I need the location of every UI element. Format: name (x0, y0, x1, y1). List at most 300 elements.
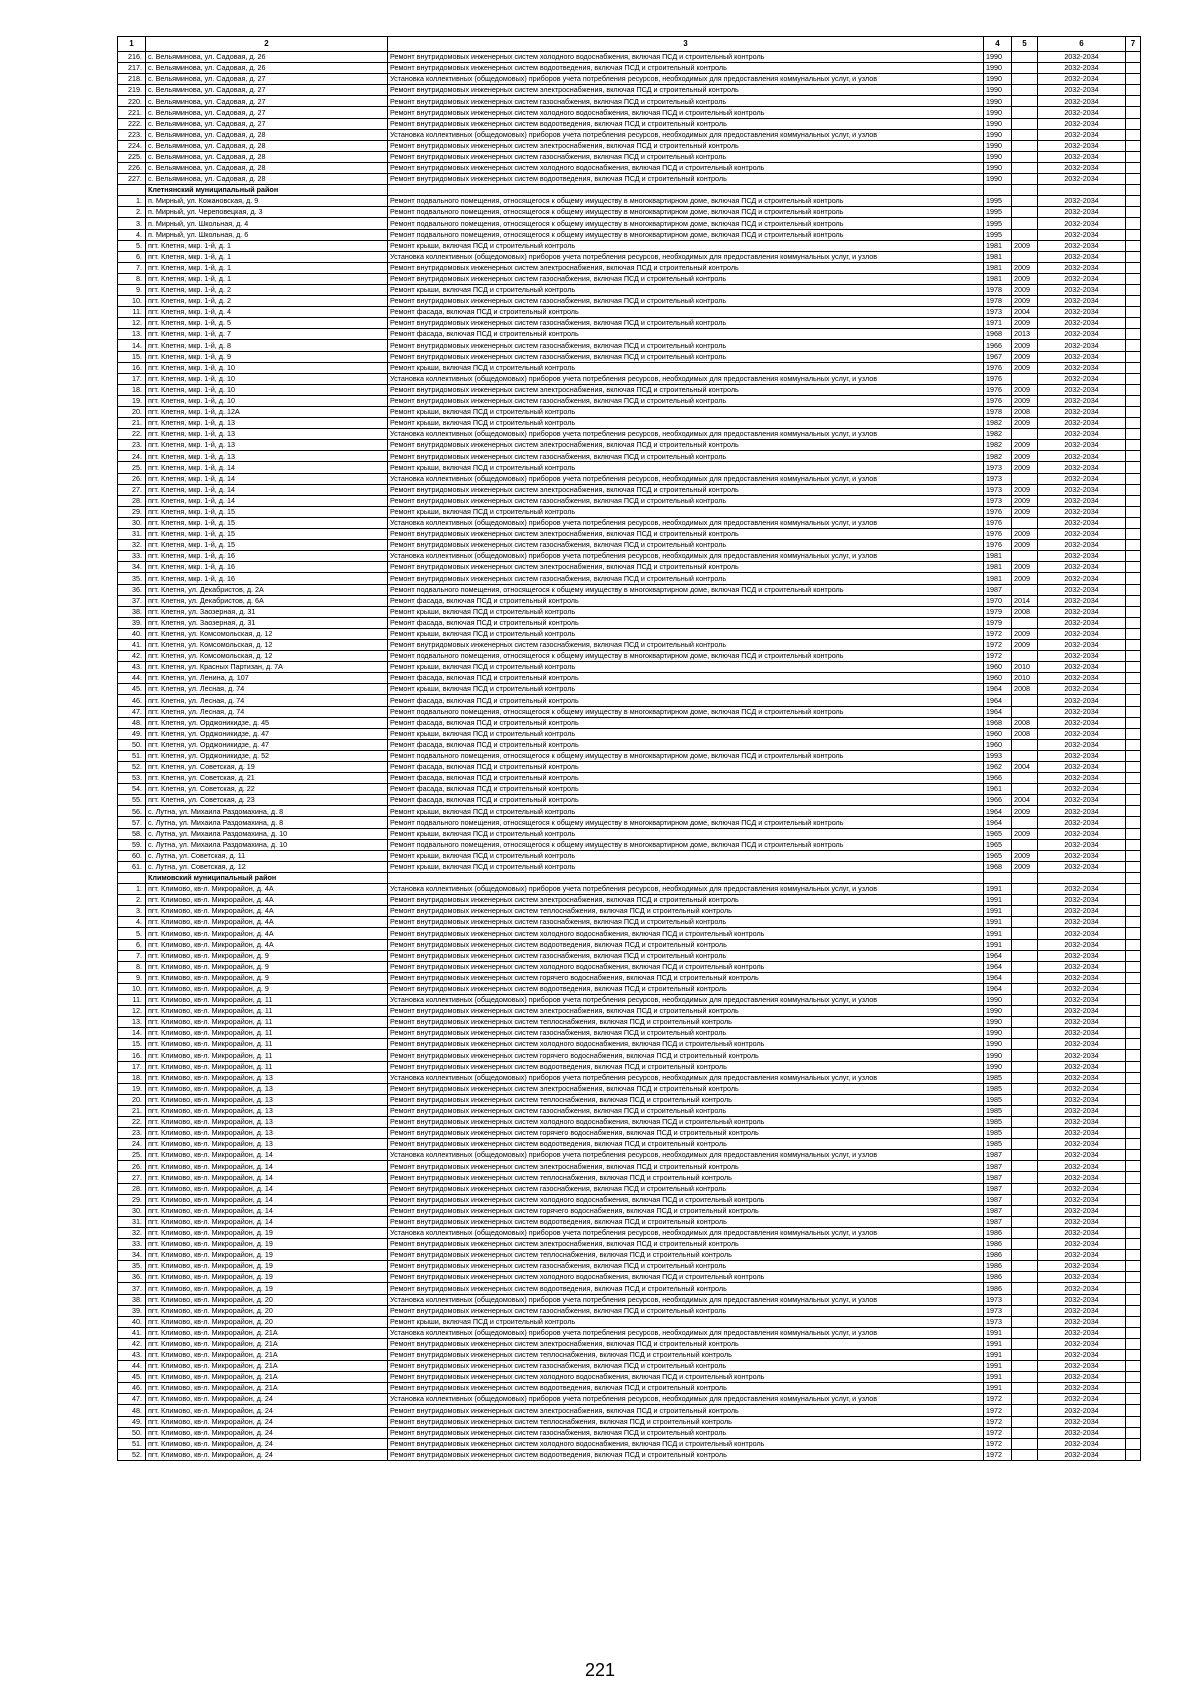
table-row (118, 750, 1141, 761)
row-number-cell: 225. (118, 151, 146, 162)
table-row (118, 1028, 1141, 1039)
planned-period-cell: 2032-2034 (1038, 429, 1126, 440)
build-year-cell: 1990 (984, 994, 1012, 1005)
last-repair-year-cell (1012, 1349, 1038, 1360)
work-type-cell: Установка коллективных (общедомовых) приборов учета потребления ресурсов, необходимых для предоставления коммунальных услуг, и узлов (388, 1150, 984, 1161)
address-cell: пгт. Клетня, ул. Советская, д. 22 (146, 784, 388, 795)
address-cell: пгт. Клетня, мкр. 1-й, д. 15 (146, 540, 388, 551)
work-type-cell: Ремонт крыши, включая ПСД и строительный контроль (388, 606, 984, 617)
last-repair-year-cell (1012, 1072, 1038, 1083)
work-type-cell: Ремонт фасада, включая ПСД и строительный контроль (388, 329, 984, 340)
extra-cell (1126, 1449, 1141, 1460)
build-year-cell: 1972 (984, 1394, 1012, 1405)
last-repair-year-cell (1012, 739, 1038, 750)
address-cell: с. Вельяминова, ул. Садовая, д. 28 (146, 140, 388, 151)
build-year-cell: 1995 (984, 229, 1012, 240)
work-type-cell: Ремонт внутридомовых инженерных систем газоснабжения, включая ПСД и строительный контроль (388, 573, 984, 584)
table-row (118, 1349, 1141, 1360)
build-year-cell: 1991 (984, 1372, 1012, 1383)
extra-cell (1126, 162, 1141, 173)
row-number-cell: 5. (118, 240, 146, 251)
planned-period-cell: 2032-2034 (1038, 773, 1126, 784)
address-cell: с. Лутна, ул. Михаила Раздомахина, д. 10 (146, 828, 388, 839)
address-cell: пгт. Клетня, ул. Декабристов, д. 6А (146, 595, 388, 606)
table-row (118, 950, 1141, 961)
extra-cell (1126, 551, 1141, 562)
row-number-cell: 38. (118, 1294, 146, 1305)
address-cell: с. Вельяминова, ул. Садовая, д. 28 (146, 129, 388, 140)
address-cell: пгт. Клетня, мкр. 1-й, д. 10 (146, 384, 388, 395)
work-type-cell: Ремонт фасада, включая ПСД и строительный контроль (388, 784, 984, 795)
last-repair-year-cell: 2009 (1012, 495, 1038, 506)
extra-cell (1126, 906, 1141, 917)
extra-cell (1126, 118, 1141, 129)
address-cell: пгт. Клетня, мкр. 1-й, д. 15 (146, 529, 388, 540)
address-cell: пгт. Климово, кв-л. Микрорайон, д. 24 (146, 1427, 388, 1438)
extra-cell (1126, 407, 1141, 418)
last-repair-year-cell: 2009 (1012, 861, 1038, 872)
row-number-cell: 16. (118, 1050, 146, 1061)
extra-cell (1126, 1294, 1141, 1305)
extra-cell (1126, 1117, 1141, 1128)
last-repair-year-cell: 2009 (1012, 262, 1038, 273)
table-row (118, 362, 1141, 373)
extra-cell (1126, 1427, 1141, 1438)
address-cell: пгт. Климово, кв-л. Микрорайон, д. 9 (146, 983, 388, 994)
row-number-cell: 43. (118, 1349, 146, 1360)
address-cell: пгт. Клетня, ул. Советская, д. 19 (146, 762, 388, 773)
extra-cell (1126, 451, 1141, 462)
work-type-cell: Установка коллективных (общедомовых) приборов учета потребления ресурсов, необходимых для предоставления коммунальных услуг, и узлов (388, 1327, 984, 1338)
row-number-cell: 30. (118, 517, 146, 528)
table-row (118, 495, 1141, 506)
work-type-cell: Ремонт внутридомовых инженерных систем холодного водоснабжения, включая ПСД и строительный контроль (388, 162, 984, 173)
planned-period-cell: 2032-2034 (1038, 85, 1126, 96)
last-repair-year-cell: 2009 (1012, 418, 1038, 429)
planned-period-cell: 2032-2034 (1038, 1327, 1126, 1338)
work-type-cell: Ремонт внутридомовых инженерных систем водоотведения, включая ПСД и строительный контроль (388, 1283, 984, 1294)
row-number-cell: 45. (118, 1372, 146, 1383)
extra-cell (1126, 129, 1141, 140)
work-type-cell: Установка коллективных (общедомовых) приборов учета потребления ресурсов, необходимых для предоставления коммунальных услуг, и узлов (388, 551, 984, 562)
planned-period-cell: 2032-2034 (1038, 384, 1126, 395)
section-header-row (118, 872, 1141, 883)
last-repair-year-cell (1012, 1338, 1038, 1349)
address-cell: пгт. Клетня, мкр. 1-й, д. 1 (146, 273, 388, 284)
table-row (118, 1294, 1141, 1305)
row-number-cell: 34. (118, 1250, 146, 1261)
row-number-cell: 22. (118, 1117, 146, 1128)
planned-period-cell: 2032-2034 (1038, 1438, 1126, 1449)
table-row (118, 628, 1141, 639)
work-type-cell: Ремонт внутридомовых инженерных систем газоснабжения, включая ПСД и строительный контроль (388, 96, 984, 107)
row-number-cell: 25. (118, 1150, 146, 1161)
extra-cell (1126, 1216, 1141, 1227)
row-number-cell: 17. (118, 1061, 146, 1072)
planned-period-cell: 2032-2034 (1038, 473, 1126, 484)
last-repair-year-cell (1012, 784, 1038, 795)
row-number-cell: 9. (118, 972, 146, 983)
address-cell: пгт. Климово, кв-л. Микрорайон, д. 14 (146, 1194, 388, 1205)
table-row (118, 739, 1141, 750)
table-row (118, 961, 1141, 972)
planned-period-cell: 2032-2034 (1038, 983, 1126, 994)
row-number-cell: 50. (118, 739, 146, 750)
build-year-cell: 1986 (984, 1283, 1012, 1294)
last-repair-year-cell (1012, 1172, 1038, 1183)
address-cell: пгт. Клетня, мкр. 1-й, д. 8 (146, 340, 388, 351)
last-repair-year-cell (1012, 1250, 1038, 1261)
row-number-cell: 21. (118, 1105, 146, 1116)
extra-cell (1126, 983, 1141, 994)
header-col-2: 2 (146, 37, 388, 52)
work-type-cell: Установка коллективных (общедомовых) приборов учета потребления ресурсов, необходимых для предоставления коммунальных услуг, и узлов (388, 429, 984, 440)
address-cell: пгт. Климово, кв-л. Микрорайон, д. 13 (146, 1139, 388, 1150)
extra-cell (1126, 673, 1141, 684)
row-number-cell: 7. (118, 262, 146, 273)
extra-cell (1126, 429, 1141, 440)
last-repair-year-cell (1012, 218, 1038, 229)
build-year-cell: 1978 (984, 284, 1012, 295)
row-number-cell: 32. (118, 540, 146, 551)
address-cell: пгт. Климово, кв-л. Микрорайон, д. 14 (146, 1150, 388, 1161)
address-cell: с. Вельяминова, ул. Садовая, д. 26 (146, 63, 388, 74)
work-type-cell: Ремонт внутридомовых инженерных систем газоснабжения, включая ПСД и строительный контроль (388, 540, 984, 551)
last-repair-year-cell: 2009 (1012, 318, 1038, 329)
last-repair-year-cell (1012, 251, 1038, 262)
planned-period-cell: 2032-2034 (1038, 129, 1126, 140)
last-repair-year-cell: 2009 (1012, 462, 1038, 473)
planned-period-cell: 2032-2034 (1038, 651, 1126, 662)
planned-period-cell: 2032-2034 (1038, 329, 1126, 340)
address-cell: пгт. Клетня, ул. Орджоникидзе, д. 45 (146, 717, 388, 728)
last-repair-year-cell (1012, 1039, 1038, 1050)
work-type-cell: Ремонт крыши, включая ПСД и строительный контроль (388, 861, 984, 872)
last-repair-year-cell (1012, 1361, 1038, 1372)
planned-period-cell: 2032-2034 (1038, 972, 1126, 983)
table-row (118, 895, 1141, 906)
row-number-cell: 216. (118, 52, 146, 63)
table-row (118, 983, 1141, 994)
row-number-cell: 52. (118, 1449, 146, 1460)
row-number-cell: 28. (118, 1183, 146, 1194)
address-cell: пгт. Климово, кв-л. Микрорайон, д. 19 (146, 1227, 388, 1238)
planned-period-cell: 2032-2034 (1038, 107, 1126, 118)
planned-period-cell: 2032-2034 (1038, 950, 1126, 961)
extra-cell (1126, 695, 1141, 706)
row-number-cell: 3. (118, 906, 146, 917)
planned-period-cell: 2032-2034 (1038, 1028, 1126, 1039)
extra-cell (1126, 1372, 1141, 1383)
table-row (118, 1405, 1141, 1416)
row-number-cell (118, 185, 146, 196)
planned-period-cell: 2032-2034 (1038, 1405, 1126, 1416)
planned-period-cell: 2032-2034 (1038, 1083, 1126, 1094)
table-row (118, 884, 1141, 895)
extra-cell (1126, 1061, 1141, 1072)
extra-cell (1126, 229, 1141, 240)
work-type-cell: Ремонт крыши, включая ПСД и строительный контроль (388, 828, 984, 839)
extra-cell (1126, 795, 1141, 806)
table-row (118, 1128, 1141, 1139)
planned-period-cell: 2032-2034 (1038, 884, 1126, 895)
address-cell: пгт. Климово, кв-л. Микрорайон, д. 11 (146, 1017, 388, 1028)
build-year-cell: 1964 (984, 961, 1012, 972)
table-row (118, 717, 1141, 728)
row-number-cell: 56. (118, 806, 146, 817)
row-number-cell: 52. (118, 762, 146, 773)
table-row (118, 595, 1141, 606)
extra-cell (1126, 573, 1141, 584)
work-type-cell: Ремонт внутридомовых инженерных систем газоснабжения, включая ПСД и строительный контроль (388, 340, 984, 351)
row-number-cell: 16. (118, 362, 146, 373)
planned-period-cell: 2032-2034 (1038, 717, 1126, 728)
address-cell: пгт. Клетня, ул. Советская, д. 21 (146, 773, 388, 784)
row-number-cell: 33. (118, 1239, 146, 1250)
work-type-cell: Установка коллективных (общедомовых) приборов учета потребления ресурсов, необходимых для предоставления коммунальных услуг, и узлов (388, 251, 984, 262)
address-cell: пгт. Климово, кв-л. Микрорайон, д. 11 (146, 994, 388, 1005)
work-type-cell: Ремонт внутридомовых инженерных систем холодного водоснабжения, включая ПСД и строительный контроль (388, 1372, 984, 1383)
extra-cell (1126, 1261, 1141, 1272)
planned-period-cell: 2032-2034 (1038, 395, 1126, 406)
planned-period-cell: 2032-2034 (1038, 762, 1126, 773)
table-row (118, 584, 1141, 595)
table-row (118, 96, 1141, 107)
row-number-cell: 11. (118, 994, 146, 1005)
work-type-cell (388, 185, 984, 196)
work-type-cell: Ремонт внутридомовых инженерных систем горячего водоснабжения, включая ПСД и строительный контроль (388, 972, 984, 983)
build-year-cell: 1987 (984, 1205, 1012, 1216)
row-number-cell: 4. (118, 229, 146, 240)
work-type-cell: Ремонт внутридомовых инженерных систем газоснабжения, включая ПСД и строительный контроль (388, 495, 984, 506)
table-row (118, 1017, 1141, 1028)
last-repair-year-cell: 2009 (1012, 273, 1038, 284)
last-repair-year-cell (1012, 151, 1038, 162)
planned-period-cell: 2032-2034 (1038, 1349, 1126, 1360)
table-row (118, 639, 1141, 650)
last-repair-year-cell (1012, 1017, 1038, 1028)
table-row (118, 651, 1141, 662)
build-year-cell: 1991 (984, 1338, 1012, 1349)
extra-cell (1126, 140, 1141, 151)
address-cell: пгт. Клетня, мкр. 1-й, д. 13 (146, 440, 388, 451)
last-repair-year-cell (1012, 1416, 1038, 1427)
last-repair-year-cell (1012, 750, 1038, 761)
last-repair-year-cell (1012, 872, 1038, 883)
extra-cell (1126, 784, 1141, 795)
address-cell: пгт. Климово, кв-л. Микрорайон, д. 13 (146, 1094, 388, 1105)
work-type-cell: Ремонт внутридомовых инженерных систем водоотведения, включая ПСД и строительный контроль (388, 1216, 984, 1227)
table-row (118, 939, 1141, 950)
planned-period-cell: 2032-2034 (1038, 961, 1126, 972)
extra-cell (1126, 63, 1141, 74)
extra-cell (1126, 1316, 1141, 1327)
build-year-cell: 1973 (984, 473, 1012, 484)
build-year-cell: 1985 (984, 1083, 1012, 1094)
planned-period-cell: 2032-2034 (1038, 1194, 1126, 1205)
last-repair-year-cell (1012, 74, 1038, 85)
planned-period-cell: 2032-2034 (1038, 118, 1126, 129)
planned-period-cell: 2032-2034 (1038, 551, 1126, 562)
row-number-cell: 37. (118, 1283, 146, 1294)
build-year-cell: 1976 (984, 384, 1012, 395)
table-row (118, 1006, 1141, 1017)
last-repair-year-cell (1012, 817, 1038, 828)
planned-period-cell: 2032-2034 (1038, 595, 1126, 606)
table-row (118, 1039, 1141, 1050)
build-year-cell: 1972 (984, 1427, 1012, 1438)
row-number-cell: 50. (118, 1427, 146, 1438)
work-type-cell: Ремонт крыши, включая ПСД и строительный контроль (388, 728, 984, 739)
build-year-cell: 1964 (984, 817, 1012, 828)
build-year-cell: 1981 (984, 240, 1012, 251)
extra-cell (1126, 1105, 1141, 1116)
build-year-cell: 1987 (984, 1216, 1012, 1227)
address-cell: пгт. Клетня, мкр. 1-й, д. 13 (146, 418, 388, 429)
row-number-cell: 45. (118, 684, 146, 695)
table-row (118, 1272, 1141, 1283)
last-repair-year-cell (1012, 906, 1038, 917)
address-cell: пгт. Клетня, ул. Орджоникидзе, д. 52 (146, 750, 388, 761)
extra-cell (1126, 174, 1141, 185)
planned-period-cell: 2032-2034 (1038, 517, 1126, 528)
build-year-cell: 1971 (984, 318, 1012, 329)
build-year-cell: 1973 (984, 1294, 1012, 1305)
build-year-cell: 1993 (984, 750, 1012, 761)
row-number-cell: 14. (118, 340, 146, 351)
build-year-cell: 1973 (984, 1305, 1012, 1316)
work-type-cell: Ремонт крыши, включая ПСД и строительный контроль (388, 806, 984, 817)
work-type-cell: Ремонт внутридомовых инженерных систем электроснабжения, включая ПСД и строительный контроль (388, 1405, 984, 1416)
extra-cell (1126, 473, 1141, 484)
build-year-cell: 1991 (984, 939, 1012, 950)
last-repair-year-cell (1012, 1294, 1038, 1305)
planned-period-cell: 2032-2034 (1038, 828, 1126, 839)
build-year-cell: 1962 (984, 762, 1012, 773)
last-repair-year-cell: 2008 (1012, 407, 1038, 418)
last-repair-year-cell (1012, 1372, 1038, 1383)
work-type-cell: Установка коллективных (общедомовых) приборов учета потребления ресурсов, необходимых для предоставления коммунальных услуг, и узлов (388, 74, 984, 85)
planned-period-cell: 2032-2034 (1038, 1094, 1126, 1105)
build-year-cell: 1976 (984, 373, 1012, 384)
planned-period-cell: 2032-2034 (1038, 706, 1126, 717)
build-year-cell: 1973 (984, 462, 1012, 473)
planned-period-cell: 2032-2034 (1038, 1239, 1126, 1250)
work-type-cell: Ремонт фасада, включая ПСД и строительный контроль (388, 695, 984, 706)
build-year-cell: 1966 (984, 773, 1012, 784)
last-repair-year-cell (1012, 473, 1038, 484)
extra-cell (1126, 1338, 1141, 1349)
row-number-cell: 12. (118, 1006, 146, 1017)
last-repair-year-cell: 2008 (1012, 728, 1038, 739)
work-type-cell: Ремонт подвального помещения, относящегося к общему имуществу в многоквартирном доме, включая ПСД и строительный контроль (388, 817, 984, 828)
table-row (118, 484, 1141, 495)
address-cell: пгт. Клетня, ул. Заозерная, д. 31 (146, 617, 388, 628)
row-number-cell: 46. (118, 695, 146, 706)
row-number-cell: 40. (118, 1316, 146, 1327)
build-year-cell: 1966 (984, 795, 1012, 806)
table-header (118, 37, 1141, 52)
last-repair-year-cell (1012, 839, 1038, 850)
row-number-cell: 218. (118, 74, 146, 85)
address-cell: пгт. Климово, кв-л. Микрорайон, д. 24 (146, 1394, 388, 1405)
planned-period-cell: 2032-2034 (1038, 839, 1126, 850)
address-cell: пгт. Климово, кв-л. Микрорайон, д. 19 (146, 1239, 388, 1250)
address-cell: пгт. Климово, кв-л. Микрорайон, д. 11 (146, 1006, 388, 1017)
address-cell: пгт. Климово, кв-л. Микрорайон, д. 20 (146, 1316, 388, 1327)
work-type-cell: Ремонт внутридомовых инженерных систем газоснабжения, включая ПСД и строительный контроль (388, 1261, 984, 1272)
address-cell: пгт. Клетня, ул. Красных Партизан, д. 7А (146, 662, 388, 673)
table-row (118, 506, 1141, 517)
build-year-cell: 1970 (984, 595, 1012, 606)
work-type-cell: Ремонт внутридомовых инженерных систем горячего водоснабжения, включая ПСД и строительный контроль (388, 1050, 984, 1061)
row-number-cell: 13. (118, 1017, 146, 1028)
address-cell: пгт. Клетня, мкр. 1-й, д. 9 (146, 351, 388, 362)
build-year-cell: 1987 (984, 584, 1012, 595)
address-cell: пгт. Клетня, мкр. 1-й, д. 7 (146, 329, 388, 340)
build-year-cell: 1981 (984, 551, 1012, 562)
extra-cell (1126, 284, 1141, 295)
build-year-cell: 1976 (984, 395, 1012, 406)
build-year-cell: 1990 (984, 1028, 1012, 1039)
build-year-cell: 1985 (984, 1128, 1012, 1139)
planned-period-cell: 2032-2034 (1038, 1139, 1126, 1150)
row-number-cell: 9. (118, 284, 146, 295)
work-type-cell: Ремонт внутридомовых инженерных систем газоснабжения, включая ПСД и строительный контроль (388, 151, 984, 162)
planned-period-cell: 2032-2034 (1038, 1050, 1126, 1061)
work-type-cell: Ремонт внутридомовых инженерных систем теплоснабжения, включая ПСД и строительный контроль (388, 1017, 984, 1028)
table-row (118, 1105, 1141, 1116)
address-cell: пгт. Климово, кв-л. Микрорайон, д. 4А (146, 906, 388, 917)
row-number-cell: 42. (118, 651, 146, 662)
table-row (118, 762, 1141, 773)
table-row (118, 63, 1141, 74)
row-number-cell: 8. (118, 273, 146, 284)
row-number-cell: 48. (118, 717, 146, 728)
extra-cell (1126, 1017, 1141, 1028)
build-year-cell: 1966 (984, 340, 1012, 351)
extra-cell (1126, 362, 1141, 373)
table-row (118, 1438, 1141, 1449)
extra-cell (1126, 994, 1141, 1005)
planned-period-cell: 2032-2034 (1038, 1383, 1126, 1394)
row-number-cell: 24. (118, 1139, 146, 1150)
table-row (118, 1361, 1141, 1372)
address-cell: пгт. Климово, кв-л. Микрорайон, д. 24 (146, 1438, 388, 1449)
build-year-cell: 1981 (984, 562, 1012, 573)
extra-cell (1126, 1327, 1141, 1338)
last-repair-year-cell: 2009 (1012, 395, 1038, 406)
build-year-cell: 1961 (984, 784, 1012, 795)
address-cell: пгт. Клетня, ул. Комсомольская, д. 12 (146, 639, 388, 650)
table-row (118, 373, 1141, 384)
table-row (118, 384, 1141, 395)
address-cell: п. Мирный, ул. Череповецкая, д. 3 (146, 207, 388, 218)
address-cell: пгт. Климово, кв-л. Микрорайон, д. 24 (146, 1405, 388, 1416)
address-cell: пгт. Климово, кв-л. Микрорайон, д. 13 (146, 1072, 388, 1083)
last-repair-year-cell: 2008 (1012, 684, 1038, 695)
row-number-cell: 47. (118, 1394, 146, 1405)
extra-cell (1126, 506, 1141, 517)
build-year-cell: 1973 (984, 1316, 1012, 1327)
last-repair-year-cell (1012, 1028, 1038, 1039)
work-type-cell: Ремонт внутридомовых инженерных систем газоснабжения, включая ПСД и строительный контроль (388, 1028, 984, 1039)
extra-cell (1126, 107, 1141, 118)
build-year-cell: 1990 (984, 74, 1012, 85)
address-cell: пгт. Клетня, ул. Заозерная, д. 31 (146, 606, 388, 617)
work-type-cell: Ремонт внутридомовых инженерных систем электроснабжения, включая ПСД и строительный контроль (388, 895, 984, 906)
table-row (118, 1227, 1141, 1238)
